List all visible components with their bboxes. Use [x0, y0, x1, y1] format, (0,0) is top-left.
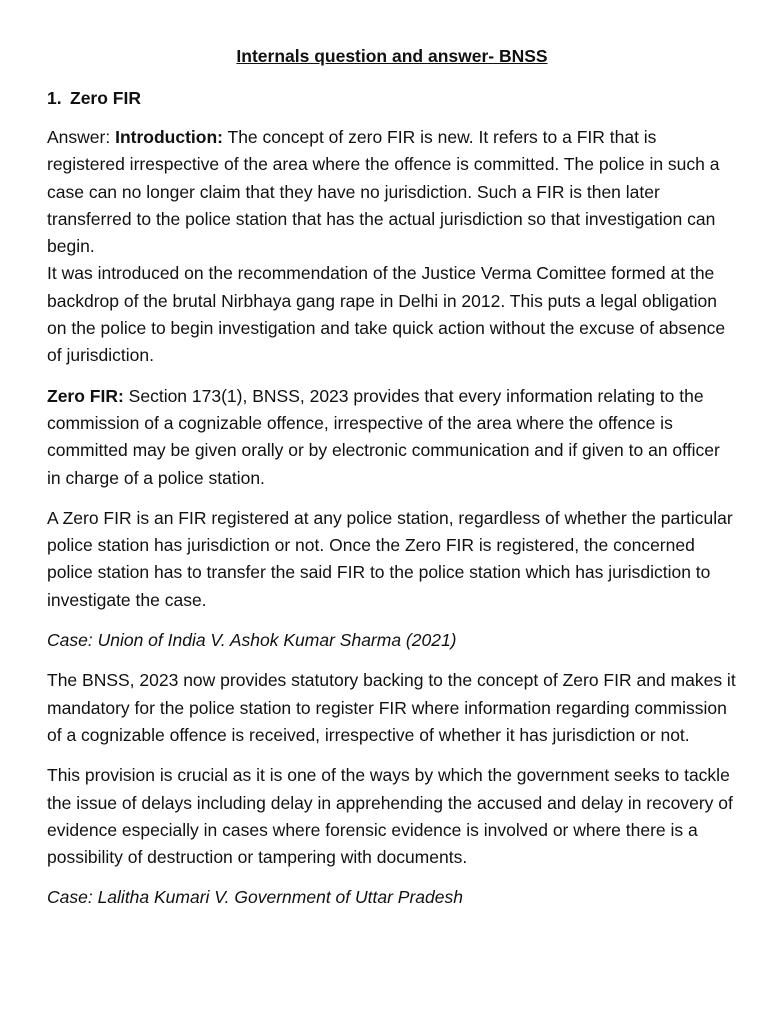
zero-fir-definition-paragraph: A Zero FIR is an FIR registered at any police station, regardless of whether the particular police station has jurisdiction or not. Once the Zero FIR is registered, the concerned police station has to transfer the said FIR to the police station which has jurisdiction to investigate the case.: [47, 507, 733, 610]
zero-fir-text: Section 173(1), BNSS, 2023 provides that every information relating to the commission of a cognizable offence, irrespective of the area where the offence is committed may be given orally or by electronic communication and if given to an officer in charge of a police station.: [47, 385, 720, 488]
question-label: Zero FIR: [70, 88, 141, 108]
intro-label: Introduction:: [115, 127, 223, 147]
intro-paragraph-2: It was introduced on the recommendation of the Justice Verma Comittee formed at the backdrop of the brutal Nirbhaya gang rape in Delhi in 2012. This puts a legal obligation on the police to begin investigation and take quick action without the excuse of absence of jurisdiction.: [47, 263, 726, 366]
question-heading: [47, 86, 737, 110]
question-number: 1.: [47, 88, 62, 108]
document-page: [47, 44, 737, 925]
document-title: Internals question and answer- BNSS: [236, 46, 548, 66]
zero-fir-paragraph: [47, 383, 737, 492]
provision-paragraph: This provision is crucial as it is one of the ways by which the government seeks to tackle the issue of delays including delay in apprehending the accused and delay in recovery of evidence especially in cases where forensic evidence is involved or where there is a possibility of destruction or tampering with documents.: [47, 765, 733, 868]
bnss-paragraph: The BNSS, 2023 now provides statutory backing to the concept of Zero FIR and makes it mandatory for the police station to register FIR where information regarding commission of a cognizable offence is received, irrespective of whether it has jurisdiction or not.: [47, 670, 736, 745]
zero-fir-label: Zero FIR:: [47, 385, 124, 406]
case-citation-2: Case: Lalitha Kumari V. Government of Uttar Pradesh: [47, 887, 463, 908]
answer-lead: Answer:: [47, 127, 116, 147]
intro-paragraph: [47, 124, 737, 260]
case-citation-1: Case: Union of India V. Ashok Kumar Sharma (2021): [47, 630, 457, 651]
intro-text: The concept of zero FIR is new. It refers to a FIR that is registered irrespective of the area where the offence is committed. The police in such a case can no longer claim that they have no jurisdiction. Such a FIR is then later transferred to the police station that has the actual jurisdiction so that investigation can begin.: [47, 127, 720, 257]
